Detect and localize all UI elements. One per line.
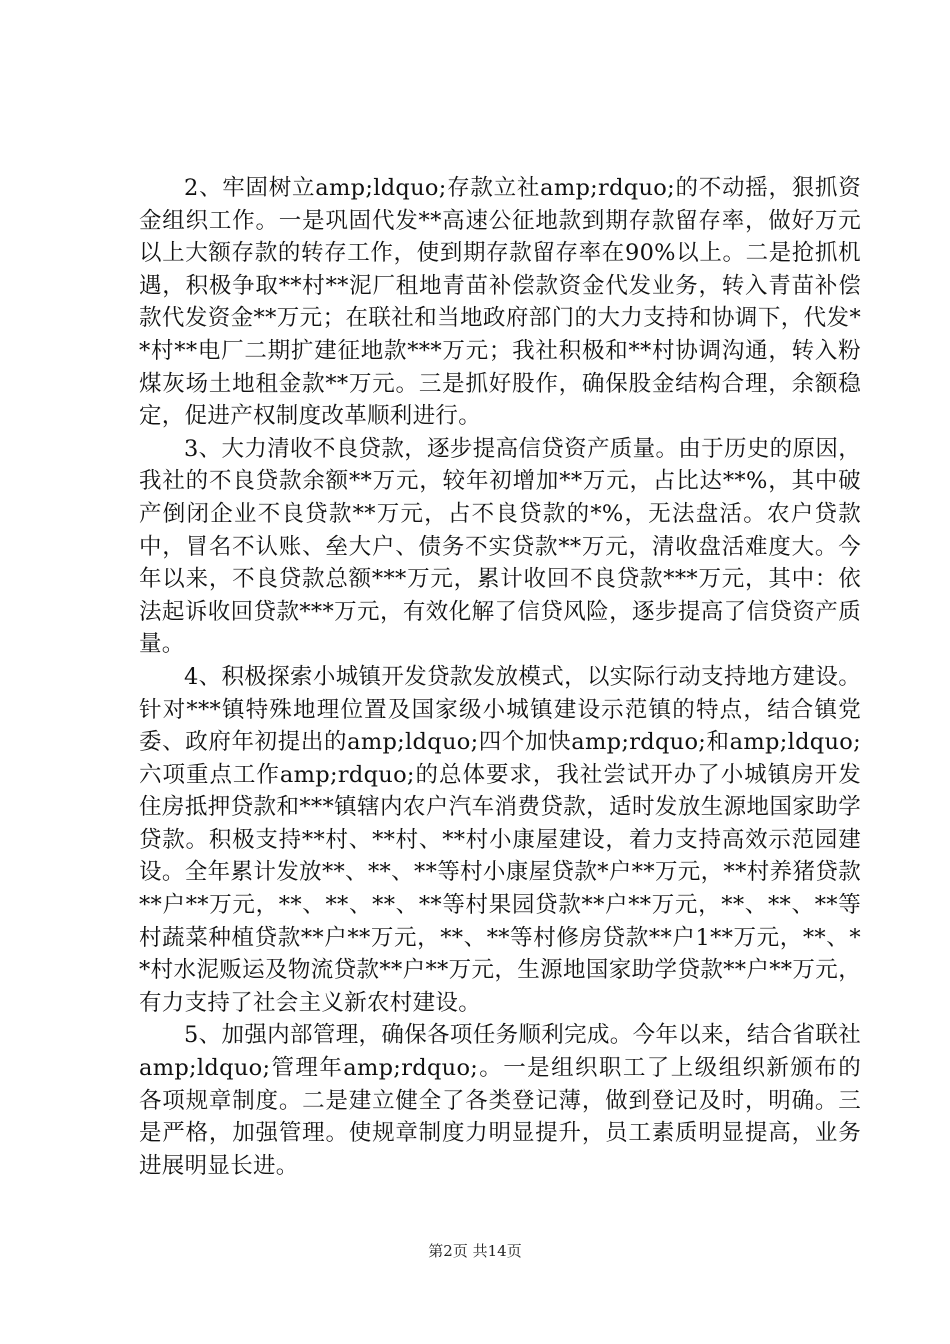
page-number-footer: 第2页 共14页 xyxy=(428,1242,522,1260)
paragraph-internal-management: 5、加强内部管理，确保各项任务顺利完成。今年以来，结合省联社amp;ldquo;管理年amp;rdquo;。一是组织职工了上级组织新颁布的各项规章制度。二是建立健全了各类登记薄，做到登记及时，明确。三是严格，加强管理。使规章制度力明显提升，员工素质明显提高，业务进展明显长进。 xyxy=(139,1022,861,1179)
paragraph-town-development-loans: 4、积极探索小城镇开发贷款发放模式，以实际行动支持地方建设。针对***镇特殊地理位置及国家级小城镇建设示范镇的特点，结合镇党委、政府年初提出的amp;ldquo;四个加快amp;rdquo;和amp;ldquo;六项重点工作amp;rdquo;的总体要求，我社尝试开办了小城镇房开发住房抵押贷款和***镇辖内农户汽车消费贷款，适时发放生源地国家助学贷款。积极支持**村、**村、**村小康屋建设，着力支持高效示范园建设。全年累计发放**、**、**等村小康屋贷款*户**万元，**村养猪贷款**户**万元，**、**、**、**等村果园贷款**户**万元，**、**、**等村蔬菜种植贷款**户**万元，**、**等村修房贷款**户1**万元，**、**村水泥贩运及物流贷款**户**万元，生源地国家助学贷款**户**万元，有力支持了社会主义新农村建设。 xyxy=(139,663,861,1016)
paragraph-nonperforming-loans: 3、大力清收不良贷款，逐步提高信贷资产质量。由于历史的原因，我社的不良贷款余额**万元，较年初增加**万元，占比达**%，其中破产倒闭企业不良贷款**万元，占不良贷款的*%，无法盘活。农户贷款中，冒名不认账、垒大户、债务不实贷款**万元，清收盘活难度大。今年以来，不良贷款总额***万元，累计收回不良贷款***万元，其中：依法起诉收回贷款***万元，有效化解了信贷风险，逐步提高了信贷资产质量。 xyxy=(139,435,861,658)
paragraph-deposit-organization: 2、牢固树立amp;ldquo;存款立社amp;rdquo;的不动摇，狠抓资金组织工作。一是巩固代发**高速公征地款到期存款留存率，做好万元以上大额存款的转存工作，使到期存款留存率在90%以上。二是抢抓机遇，积极争取**村**泥厂租地青苗补偿款资金代发业务，转入青苗补偿款代发资金**万元；在联社和当地政府部门的大力支持和协调下，代发**村**电厂二期扩建征地款***万元；我社积极和**村协调沟通，转入粉煤灰场土地租金款**万元。三是抓好股作，确保股金结构合理，余额稳定，促进产权制度改革顺利进行。 xyxy=(139,175,861,430)
document-body xyxy=(139,172,861,1182)
